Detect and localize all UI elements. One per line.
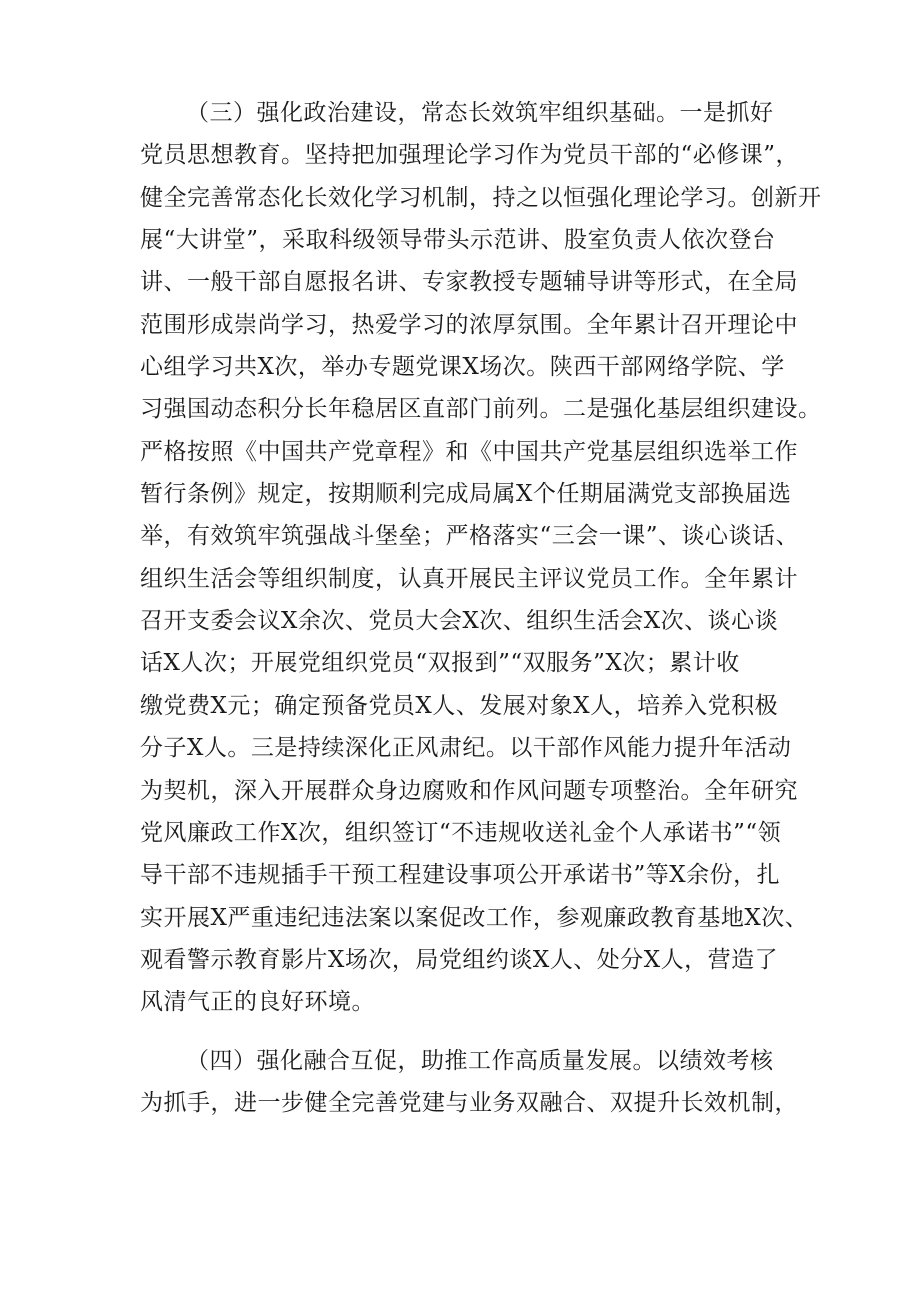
text-line: 为抓手，进一步健全完善党建与业务双融合、双提升长效机制，: [140, 1089, 798, 1116]
text-line: 话X人次；开展党组织党员“双报到”“双服务”X次；累计收: [140, 650, 740, 677]
text-line: （四）强化融合互促，助推工作高质量发展。以绩效考核: [186, 1047, 774, 1074]
text-line: 展“大讲堂”，采取科级领导带头示范讲、股室负责人依次登台: [140, 227, 776, 254]
text-line: 为契机，深入开展群众身边腐败和作风问题专项整治。全年研究: [140, 777, 798, 804]
text-line: 观看警示教育影片X场次，局党组约谈X人、处分X人，营造了: [140, 946, 779, 973]
text-line: 范围形成崇尚学习，热爱学习的浓厚氛围。全年累计召开理论中: [140, 311, 798, 338]
text-line: 心组学习共X次，举办专题党课X场次。陕西干部网络学院、学: [140, 354, 785, 381]
paragraph-spacer: [140, 1024, 800, 1040]
text-line: 党员思想教育。坚持把加强理论学习作为党员干部的“必修课”，: [140, 142, 800, 169]
document-body: [140, 92, 822, 1124]
text-line: 召开支委会议X余次、党员大会X次、组织生活会X次、谈心谈: [140, 608, 779, 635]
text-line: 讲、一般干部自愿报名讲、专家教授专题辅导讲等形式，在全局: [140, 269, 798, 296]
text-line: 暂行条例》规定，按期顺利完成局属X个任期届满党支部换届选: [140, 481, 792, 508]
text-line: 缴党费X元；确定预备党员X人、发展对象X人，培养入党积极: [140, 692, 779, 719]
text-line: 习强国动态积分长年稳居区直部门前列。二是强化基层组织建设。: [140, 396, 822, 423]
text-line: 分子X人。三是持续深化正风肃纪。以干部作风能力提升年活动: [140, 735, 792, 762]
text-line: 导干部不违规插手干预工程建设事项公开承诺书”等X余份，扎: [140, 862, 781, 889]
text-line: 党风廉政工作X次，组织签订“不违规收送礼金个人承诺书”“领: [140, 819, 782, 846]
text-line: （三）强化政治建设，常态长效筑牢组织基础。一是抓好: [186, 100, 774, 126]
paragraph-section-4: [140, 1040, 800, 1125]
text-line: 健全完善常态化长效化学习机制，持之以恒强化理论学习。创新开: [140, 184, 822, 211]
text-line: 风清气正的良好环境。: [140, 989, 375, 1016]
text-line: 严格按照《中国共产党章程》和《中国共产党基层组织选举工作: [140, 438, 798, 465]
text-line: 举，有效筑牢筑强战斗堡垒；严格落实“三会一课”、谈心谈话、: [140, 523, 800, 550]
text-line: 实开展X严重违纪违法案以案促改工作，参观廉政教育基地X次、: [140, 904, 809, 931]
paragraph-section-3: [140, 92, 822, 1024]
text-line: 组织生活会等组织制度，认真开展民主评议党员工作。全年累计: [140, 565, 798, 592]
